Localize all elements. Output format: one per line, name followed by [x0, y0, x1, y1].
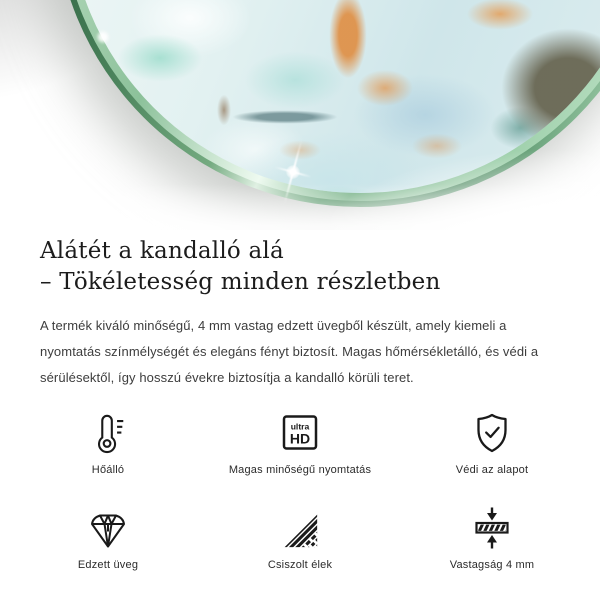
edge-glint-highlight: [96, 30, 110, 44]
feature-polished-edges: [204, 502, 396, 571]
feature-heat-resistant: [12, 407, 204, 476]
feature-high-quality-print: [204, 407, 396, 476]
feature-label: Edzett üveg: [77, 559, 139, 571]
feature-label: Csiszolt élek: [267, 559, 333, 571]
product-hero-photo: [0, 0, 600, 230]
feature-tempered-glass: [12, 502, 204, 571]
title-line-1: Alátét a kandalló alá: [40, 238, 284, 264]
features-grid: [12, 407, 588, 571]
feature-protects-base: [396, 407, 588, 476]
svg-text:ultra: ultra: [290, 421, 310, 432]
photo-white-fade: [0, 0, 600, 230]
polished-edges-icon: [280, 502, 320, 550]
ultra-hd-icon: [277, 407, 323, 455]
thickness-icon: [470, 502, 514, 550]
svg-text:HD: HD: [289, 430, 311, 447]
feature-thickness: [396, 502, 588, 571]
page-title: [40, 236, 570, 298]
title-line-2: – Tökéletesség minden részletben: [40, 269, 441, 295]
thermometer-icon: [87, 407, 129, 455]
shield-check-icon: [470, 407, 514, 455]
product-description-text: A termék kiváló minőségű, 4 mm vastag edzett üvegből készült, amely kiemeli a nyomtatás színmélységét és elegáns fényt biztosít. Magas hőmérsékletálló, és védi a sérülésektől, így hosszú évekre biztosítja a kandalló körüli teret.: [40, 318, 539, 385]
feature-label: Védi az alapot: [455, 464, 529, 476]
diamond-icon: [86, 502, 130, 550]
feature-label: Vastagság 4 mm: [449, 559, 535, 571]
feature-label: Magas minőségű nyomtatás: [228, 464, 372, 476]
feature-label: Hőálló: [91, 464, 125, 476]
product-description-section: [0, 230, 600, 391]
